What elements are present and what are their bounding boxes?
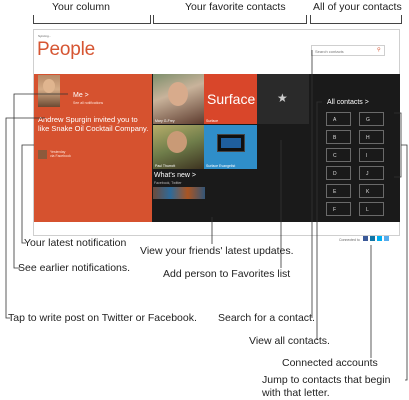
letter-button-j[interactable]: J [359, 166, 384, 180]
favorite-tile-surface-evangelist[interactable] [204, 125, 257, 169]
me-link[interactable]: Me > [73, 92, 89, 99]
leader-jump-letter [401, 145, 407, 380]
callout-friends-updates: View your friends' latest updates. [140, 245, 294, 257]
callout-all-contacts: All of your contacts [313, 1, 402, 13]
notification-avatar [38, 150, 47, 159]
search-input[interactable] [311, 45, 385, 56]
skype-icon[interactable] [377, 236, 382, 241]
twitter-icon[interactable] [384, 236, 389, 241]
callout-write-post: Tap to write post on Twitter or Facebook. [8, 312, 197, 324]
whats-new-thumbnails[interactable] [153, 187, 205, 199]
add-favorite-tile[interactable] [257, 74, 309, 124]
all-contacts-link[interactable]: All contacts > [327, 99, 369, 106]
syncing-status: Syncing... [38, 34, 52, 38]
connected-to-label: Connected to [339, 238, 360, 242]
letter-button-f[interactable]: F [326, 202, 351, 216]
callout-search-contact: Search for a contact. [218, 312, 315, 324]
callout-favorite-contacts: Your favorite contacts [185, 1, 286, 13]
letter-button-g[interactable]: G [359, 112, 384, 126]
whats-new-link[interactable]: What's new > [154, 172, 196, 179]
callout-add-favorites: Add person to Favorites list [163, 268, 291, 280]
search-placeholder: Search contacts [315, 49, 344, 54]
page-title: People [37, 39, 95, 60]
notification-meta [50, 150, 71, 159]
favorite-tile-mary[interactable] [153, 74, 204, 124]
letter-button-h[interactable]: H [359, 130, 384, 144]
callout-earlier-notifications: See earlier notifications. [18, 262, 131, 274]
bracket-all-contacts [310, 15, 402, 24]
favorite-tile-paul[interactable] [153, 125, 204, 169]
callout-jump-letter: Jump to contacts that begin with that letter. [262, 374, 391, 399]
callout-latest-notification: Your latest notification [24, 237, 127, 249]
letter-button-d[interactable]: D [326, 166, 351, 180]
notification-time: Yesterday [50, 150, 66, 154]
star-icon: ★ [277, 91, 288, 105]
latest-notification-text[interactable]: Andrew Spurgin invited you to like Snake Oil Cocktail Company. [38, 115, 149, 133]
letter-button-c[interactable]: C [326, 148, 351, 162]
tablet-icon [217, 134, 245, 152]
your-column-panel [34, 74, 152, 222]
surface-logo-text: Surface [207, 91, 256, 107]
callout-your-column: Your column [52, 1, 110, 13]
letter-button-e[interactable]: E [326, 184, 351, 198]
whats-new-sources: Facebook, Twitter [154, 181, 182, 185]
me-avatar[interactable] [38, 75, 60, 107]
favorite-name: Surface [206, 119, 219, 123]
search-icon[interactable]: ⚲ [377, 47, 381, 53]
letter-button-b[interactable]: B [326, 130, 351, 144]
favorite-name: Paul Thurrott [155, 164, 176, 168]
letter-button-a[interactable]: A [326, 112, 351, 126]
callout-connected-accounts: Connected accounts [282, 357, 378, 369]
letter-button-k[interactable]: K [359, 184, 384, 198]
bracket-favorite-contacts [153, 15, 307, 24]
people-app-screen [33, 29, 400, 242]
letter-button-i[interactable]: I [359, 148, 384, 162]
see-all-notifications-link[interactable]: See all notifications [73, 101, 104, 105]
notification-source: via Facebook [50, 154, 71, 159]
bracket-your-column [33, 15, 151, 24]
favorite-name: Surface Evangelist [206, 164, 236, 168]
callout-view-all: View all contacts. [249, 335, 330, 347]
linkedin-icon[interactable] [370, 236, 375, 241]
favorite-tile-surface[interactable] [204, 74, 257, 124]
letter-button-l[interactable]: L [359, 202, 384, 216]
favorite-name: Mary G-Frey [155, 119, 175, 123]
facebook-icon[interactable] [363, 236, 368, 241]
